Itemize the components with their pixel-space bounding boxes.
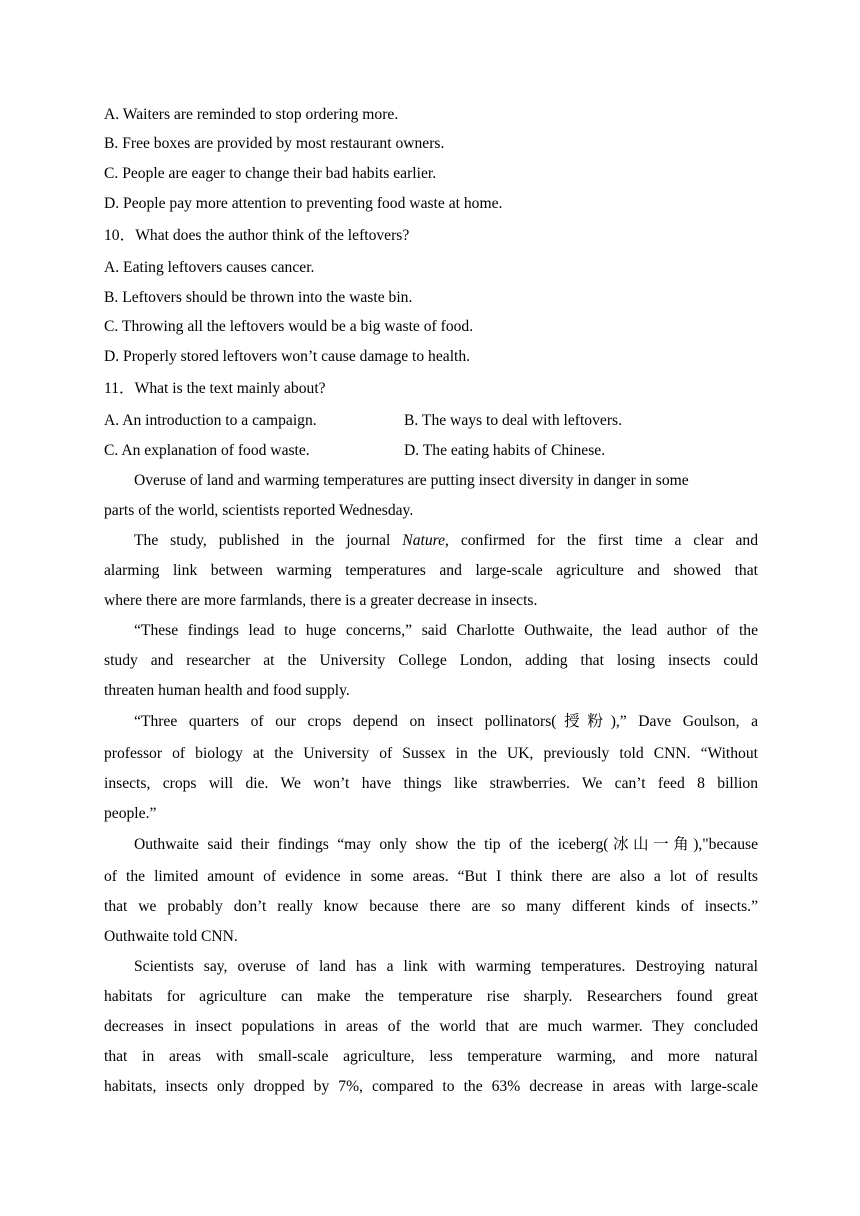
q11-option-a: A. An introduction to a campaign. <box>104 412 317 429</box>
q11-option-b: B. The ways to deal with leftovers. <box>404 412 622 429</box>
passage-p4-line-3: insects, crops will die. We won’t have things like strawberries. We can’t feed 8 billion <box>104 775 758 792</box>
passage-p3-line-2: study and researcher at the University College London, adding that losing insects could <box>104 652 758 669</box>
passage-p6-line-1: Scientists say, overuse of land has a link with warming temperatures. Destroying natural <box>134 958 758 975</box>
passage-p4-line-1: “Three quarters of our crops depend on insect pollinators(授粉),” Dave Goulson, a <box>134 713 758 730</box>
q9-option-c: C. People are eager to change their bad habits earlier. <box>104 165 437 182</box>
q11-option-d: D. The eating habits of Chinese. <box>404 442 606 459</box>
passage-p6-line-5: habitats, insects only dropped by 7%, compared to the 63% decrease in areas with large-scale <box>104 1078 758 1095</box>
q11-option-c: C. An explanation of food waste. <box>104 442 310 459</box>
q10-option-d: D. Properly stored leftovers won’t cause damage to health. <box>104 348 471 365</box>
q9-option-d: D. People pay more attention to preventing food waste at home. <box>104 195 503 212</box>
passage-p4-line-4: people.” <box>104 805 157 822</box>
q10-question: 10．What does the author think of the leftovers? <box>104 227 410 244</box>
passage-p6-line-2: habitats for agriculture can make the temperature rise sharply. Researchers found great <box>104 988 758 1005</box>
q10-option-a: A. Eating leftovers causes cancer. <box>104 259 315 276</box>
q10-option-c: C. Throwing all the leftovers would be a big waste of food. <box>104 318 474 335</box>
passage-p5-line-1: Outhwaite said their findings “may only show the tip of the iceberg(冰山一角),"because <box>134 836 758 853</box>
journal-name: Nature <box>402 532 446 549</box>
passage-p3-line-1: “These findings lead to huge concerns,” said Charlotte Outhwaite, the lead author of the <box>134 622 758 639</box>
q11-question: 11．What is the text mainly about? <box>104 380 326 397</box>
passage-p2-line-1 <box>134 531 758 551</box>
passage-p6-line-3: decreases in insect populations in areas of the world that are much warmer. They concluded <box>104 1018 758 1035</box>
passage-p5-line-3: that we probably don’t really know because there are so many different kinds of insects.” <box>104 898 758 915</box>
passage-p2-text-b: , confirmed for the first time a clear and <box>445 532 758 549</box>
passage-p2-text-a: The study, published in the journal <box>134 532 403 549</box>
passage-p1-line-2: parts of the world, scientists reported Wednesday. <box>104 502 414 519</box>
passage-p1-line-1: Overuse of land and warming temperatures are putting insect diversity in danger in some <box>134 472 689 489</box>
passage-p5-line-2: of the limited amount of evidence in some areas. “But I think there are also a lot of results <box>104 868 758 885</box>
q9-option-a: A. Waiters are reminded to stop ordering more. <box>104 106 399 123</box>
q10-option-b: B. Leftovers should be thrown into the waste bin. <box>104 289 413 306</box>
passage-p4-line-2: professor of biology at the University of Sussex in the UK, previously told CNN. “Without <box>104 745 758 762</box>
q9-option-b: B. Free boxes are provided by most restaurant owners. <box>104 135 445 152</box>
passage-p3-line-3: threaten human health and food supply. <box>104 682 350 699</box>
passage-p2-line-2: alarming link between warming temperatures and large-scale agriculture and showed that <box>104 562 758 579</box>
passage-p6-line-4: that in areas with small-scale agriculture, less temperature warming, and more natural <box>104 1048 758 1065</box>
passage-p5-line-4: Outhwaite told CNN. <box>104 928 238 945</box>
passage-p2-line-3: where there are more farmlands, there is a greater decrease in insects. <box>104 592 538 609</box>
